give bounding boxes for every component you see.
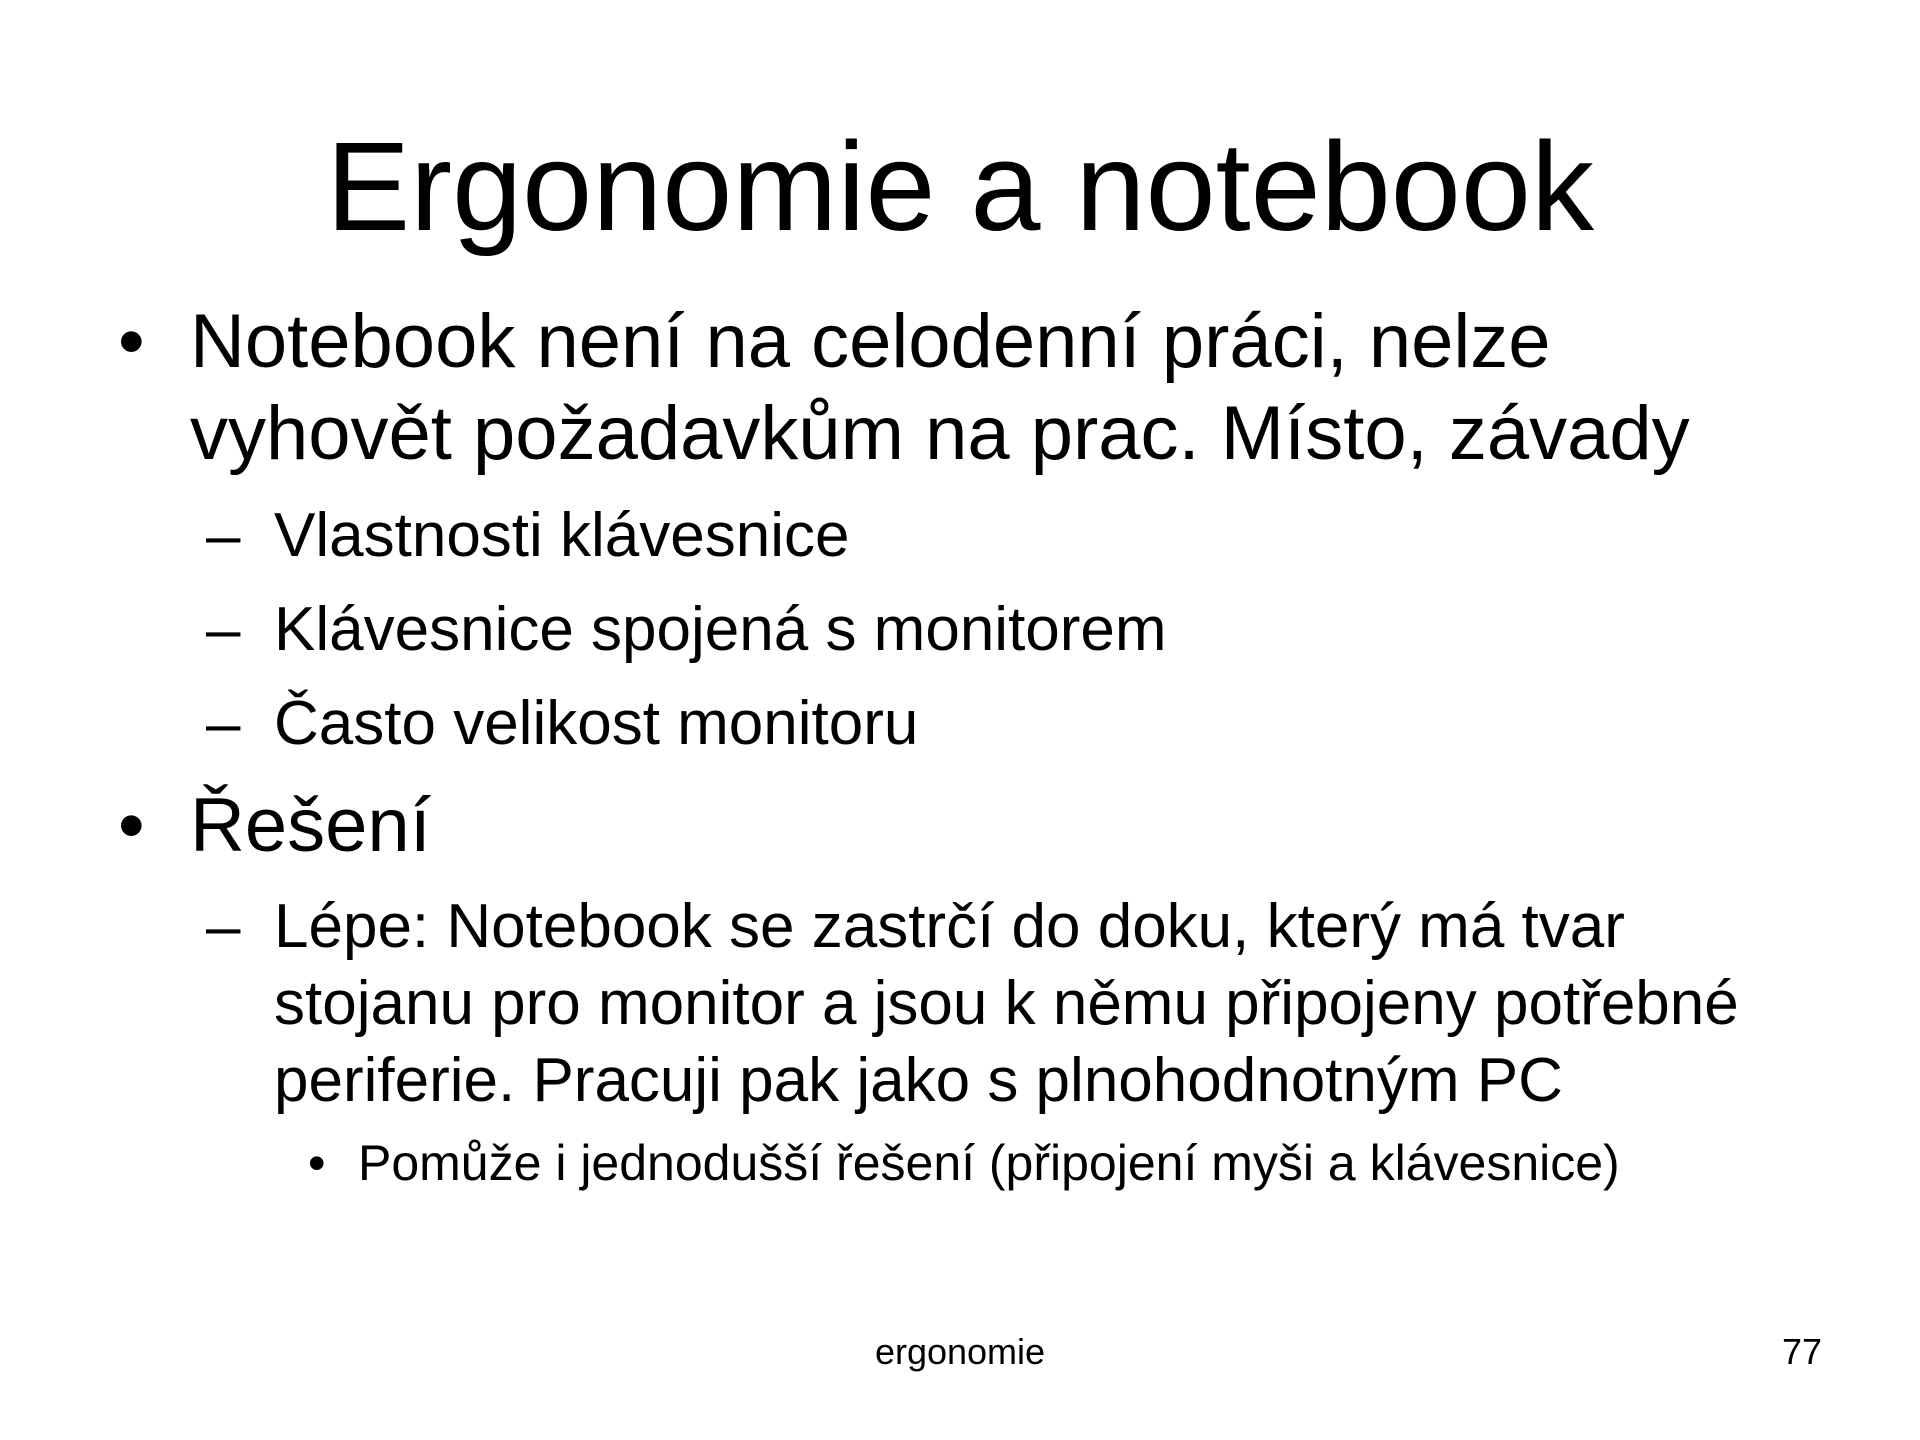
sub-bullet-text: Často velikost monitoru — [274, 689, 919, 758]
sub-sub-bullet-item — [308, 1132, 1808, 1194]
bullet-marker: • — [118, 299, 145, 384]
bullet-text: Notebook není na celodenní práci, nelze vyhovět požadavkům na prac. Místo, závady — [190, 299, 1690, 476]
sub-bullet-text: Klávesnice spojená s monitorem — [274, 595, 1167, 664]
dash-marker: – — [206, 501, 241, 570]
dash-marker: – — [206, 595, 241, 664]
sub-bullet-text: Lépe: Notebook se zastrčí do doku, který má tvar stojanu pro monitor a jsou k němu připojeny potřebné periferie. Pracuji pak jako s plnohodnotným PC — [274, 892, 1739, 1115]
dash-marker: – — [206, 892, 241, 961]
bullet-text: Řešení — [190, 783, 431, 868]
dash-marker: – — [206, 689, 241, 758]
sub-bullet-item — [206, 888, 1826, 1119]
bullet-item — [118, 780, 1818, 872]
sub-bullet-text: Vlastnosti klávesnice — [274, 501, 850, 570]
slide-title: Ergonomie a notebook — [326, 116, 1594, 257]
sub-bullet-item — [206, 591, 1826, 668]
bullet-item — [118, 296, 1818, 480]
sub-bullet-item — [206, 497, 1826, 574]
sub-bullet-item — [206, 685, 1826, 762]
page-number: 77 — [1781, 1331, 1822, 1372]
bullet-marker: • — [118, 783, 145, 868]
footer-label: ergonomie — [874, 1331, 1046, 1372]
sub-sub-bullet-text: Pomůže i jednodušší řešení (připojení myši a klávesnice) — [358, 1135, 1620, 1191]
bullet-marker: • — [308, 1135, 326, 1191]
